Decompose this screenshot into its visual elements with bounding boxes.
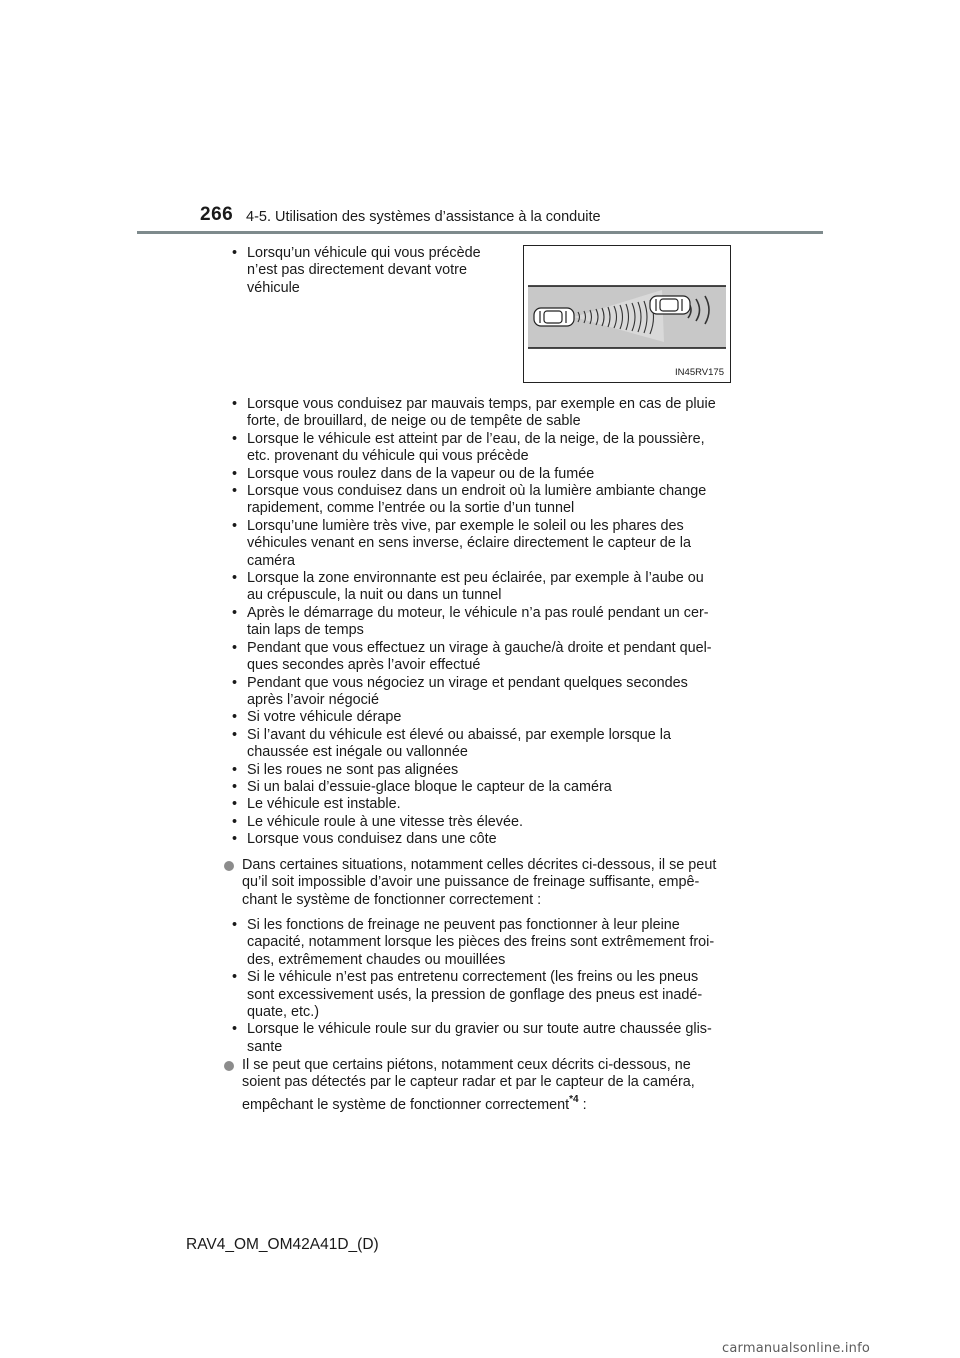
line: • Lorsque vous conduisez par mauvais temps, par exemple en cas de pluie [247, 396, 716, 412]
line: • Lorsqu’un véhicule qui vous précède [247, 245, 481, 261]
list-item [229, 518, 745, 570]
section-title: 4-5. Utilisation des systèmes d’assistance à la conduite [246, 209, 601, 225]
preceding-vehicle-icon [650, 296, 690, 314]
line: au crépuscule, la nuit ou dans un tunnel [247, 587, 502, 604]
line: véhicule [247, 279, 300, 296]
list-item [229, 1021, 745, 1056]
line: Dans certaines situations, notamment celles décrites ci-dessous, il se peut [242, 857, 717, 873]
line: • Lorsque vous roulez dans de la vapeur ou de la fumée [247, 465, 595, 482]
list-item [229, 709, 745, 726]
line: Il se peut que certains piétons, notamment ceux décrits ci-dessous, ne [242, 1057, 691, 1073]
circle-bullet-icon [224, 1061, 234, 1071]
line: caméra [247, 552, 295, 569]
list-item [229, 570, 745, 605]
doc-code: RAV4_OM_OM42A41D_(D) [186, 1236, 379, 1253]
list-item [229, 431, 745, 466]
line: chant le système de fonctionner correctement : [242, 891, 542, 908]
watermark: carmanualsonline.info [722, 1341, 871, 1356]
figure-code: IN45RV175 [675, 367, 724, 378]
illustration-vehicle-offset [523, 245, 731, 383]
line: capacité, notamment lorsque les pièces des freins sont extrêmement froi- [247, 934, 715, 951]
footnote-mark: *4 [569, 1093, 579, 1105]
list-item [229, 396, 745, 431]
line: tain laps de temps [247, 622, 364, 639]
line: rapidement, comme l’entrée ou la sortie d’un tunnel [247, 500, 575, 517]
line: • Si les roues ne sont pas alignées [247, 761, 459, 778]
list-item [229, 605, 745, 640]
list-item [229, 483, 745, 518]
header-rule [137, 231, 823, 234]
line: des, extrêmement chaudes ou mouillées [247, 951, 506, 968]
list-item [229, 245, 513, 297]
line: • Le véhicule est instable. [247, 796, 401, 813]
line: quate, etc.) [247, 1004, 319, 1021]
intro-bullet [229, 245, 513, 297]
list-item [229, 779, 745, 796]
line [242, 1093, 745, 1114]
own-vehicle-icon [534, 308, 574, 326]
line: forte, de brouillard, de neige ou de tempête de sable [247, 413, 581, 430]
list-item [229, 675, 745, 710]
circle-bullet-icon [224, 861, 234, 871]
list-item [229, 917, 745, 969]
line: • Lorsque le véhicule roule sur du gravier ou sur toute autre chaussée glis- [247, 1021, 712, 1038]
note-braking [223, 857, 745, 909]
line: • Si les fonctions de freinage ne peuvent pas fonctionner à leur pleine [247, 917, 680, 933]
list-item [229, 814, 745, 831]
line: • Lorsque la zone environnante est peu éclairée, par exemple à l’aube ou [247, 570, 704, 587]
list-item [229, 796, 745, 813]
line: • Si le véhicule n’est pas entretenu correctement (les freins ou les pneus [247, 969, 699, 986]
page-number: 266 [200, 204, 234, 225]
line: • Lorsque vous conduisez dans un endroit où la lumière ambiante change [247, 483, 707, 500]
line: ques secondes après l’avoir effectué [247, 657, 481, 674]
list-item [229, 831, 745, 848]
line: qu’il soit impossible d’avoir une puissance de freinage suffisante, empê- [242, 874, 700, 891]
line: • Pendant que vous négociez un virage et pendant quelques secondes [247, 674, 688, 691]
line: sante [247, 1038, 283, 1055]
line: • Pendant que vous effectuez un virage à gauche/à droite et pendant quel- [247, 639, 712, 656]
list-item [229, 466, 745, 483]
bullet-list-conditions [229, 396, 745, 849]
bullet-list-braking [229, 917, 745, 1056]
line-suffix: : [578, 1096, 587, 1113]
line: chaussée est inégale ou vallonnée [247, 744, 468, 761]
list-item [229, 727, 745, 762]
line-text: empêchant le système de fonctionner correctement [242, 1096, 570, 1113]
line: • Lorsqu’une lumière très vive, par exemple le soleil ou les phares des [247, 517, 684, 534]
line: • Le véhicule roule à une vitesse très élevée. [247, 813, 523, 830]
line: sont excessivement usés, la pression de gonflage des pneus est inadé- [247, 986, 703, 1003]
line: • Lorsque le véhicule est atteint par de l’eau, de la neige, de la poussière, [247, 430, 705, 447]
note-pedestrians [223, 1057, 745, 1114]
line: véhicules venant en sens inverse, éclaire directement le capteur de la [247, 535, 691, 552]
line: après l’avoir négocié [247, 691, 379, 708]
list-item [223, 857, 745, 909]
list-item [229, 640, 745, 675]
list-item [223, 1057, 745, 1114]
line: n’est pas directement devant votre [247, 262, 467, 279]
line: • Si un balai d’essuie-glace bloque le capteur de la caméra [247, 778, 612, 795]
list-item [229, 762, 745, 779]
line: • Si l’avant du véhicule est élevé ou abaissé, par exemple lorsque la [247, 726, 671, 743]
line: etc. provenant du véhicule qui vous précède [247, 448, 529, 465]
line: soient pas détectés par le capteur radar et par le capteur de la caméra, [242, 1074, 695, 1091]
list-item [229, 969, 745, 1021]
line: • Lorsque vous conduisez dans une côte [247, 831, 497, 848]
line: • Si votre véhicule dérape [247, 709, 402, 726]
line: • Après le démarrage du moteur, le véhicule n’a pas roulé pendant un cer- [247, 604, 709, 621]
